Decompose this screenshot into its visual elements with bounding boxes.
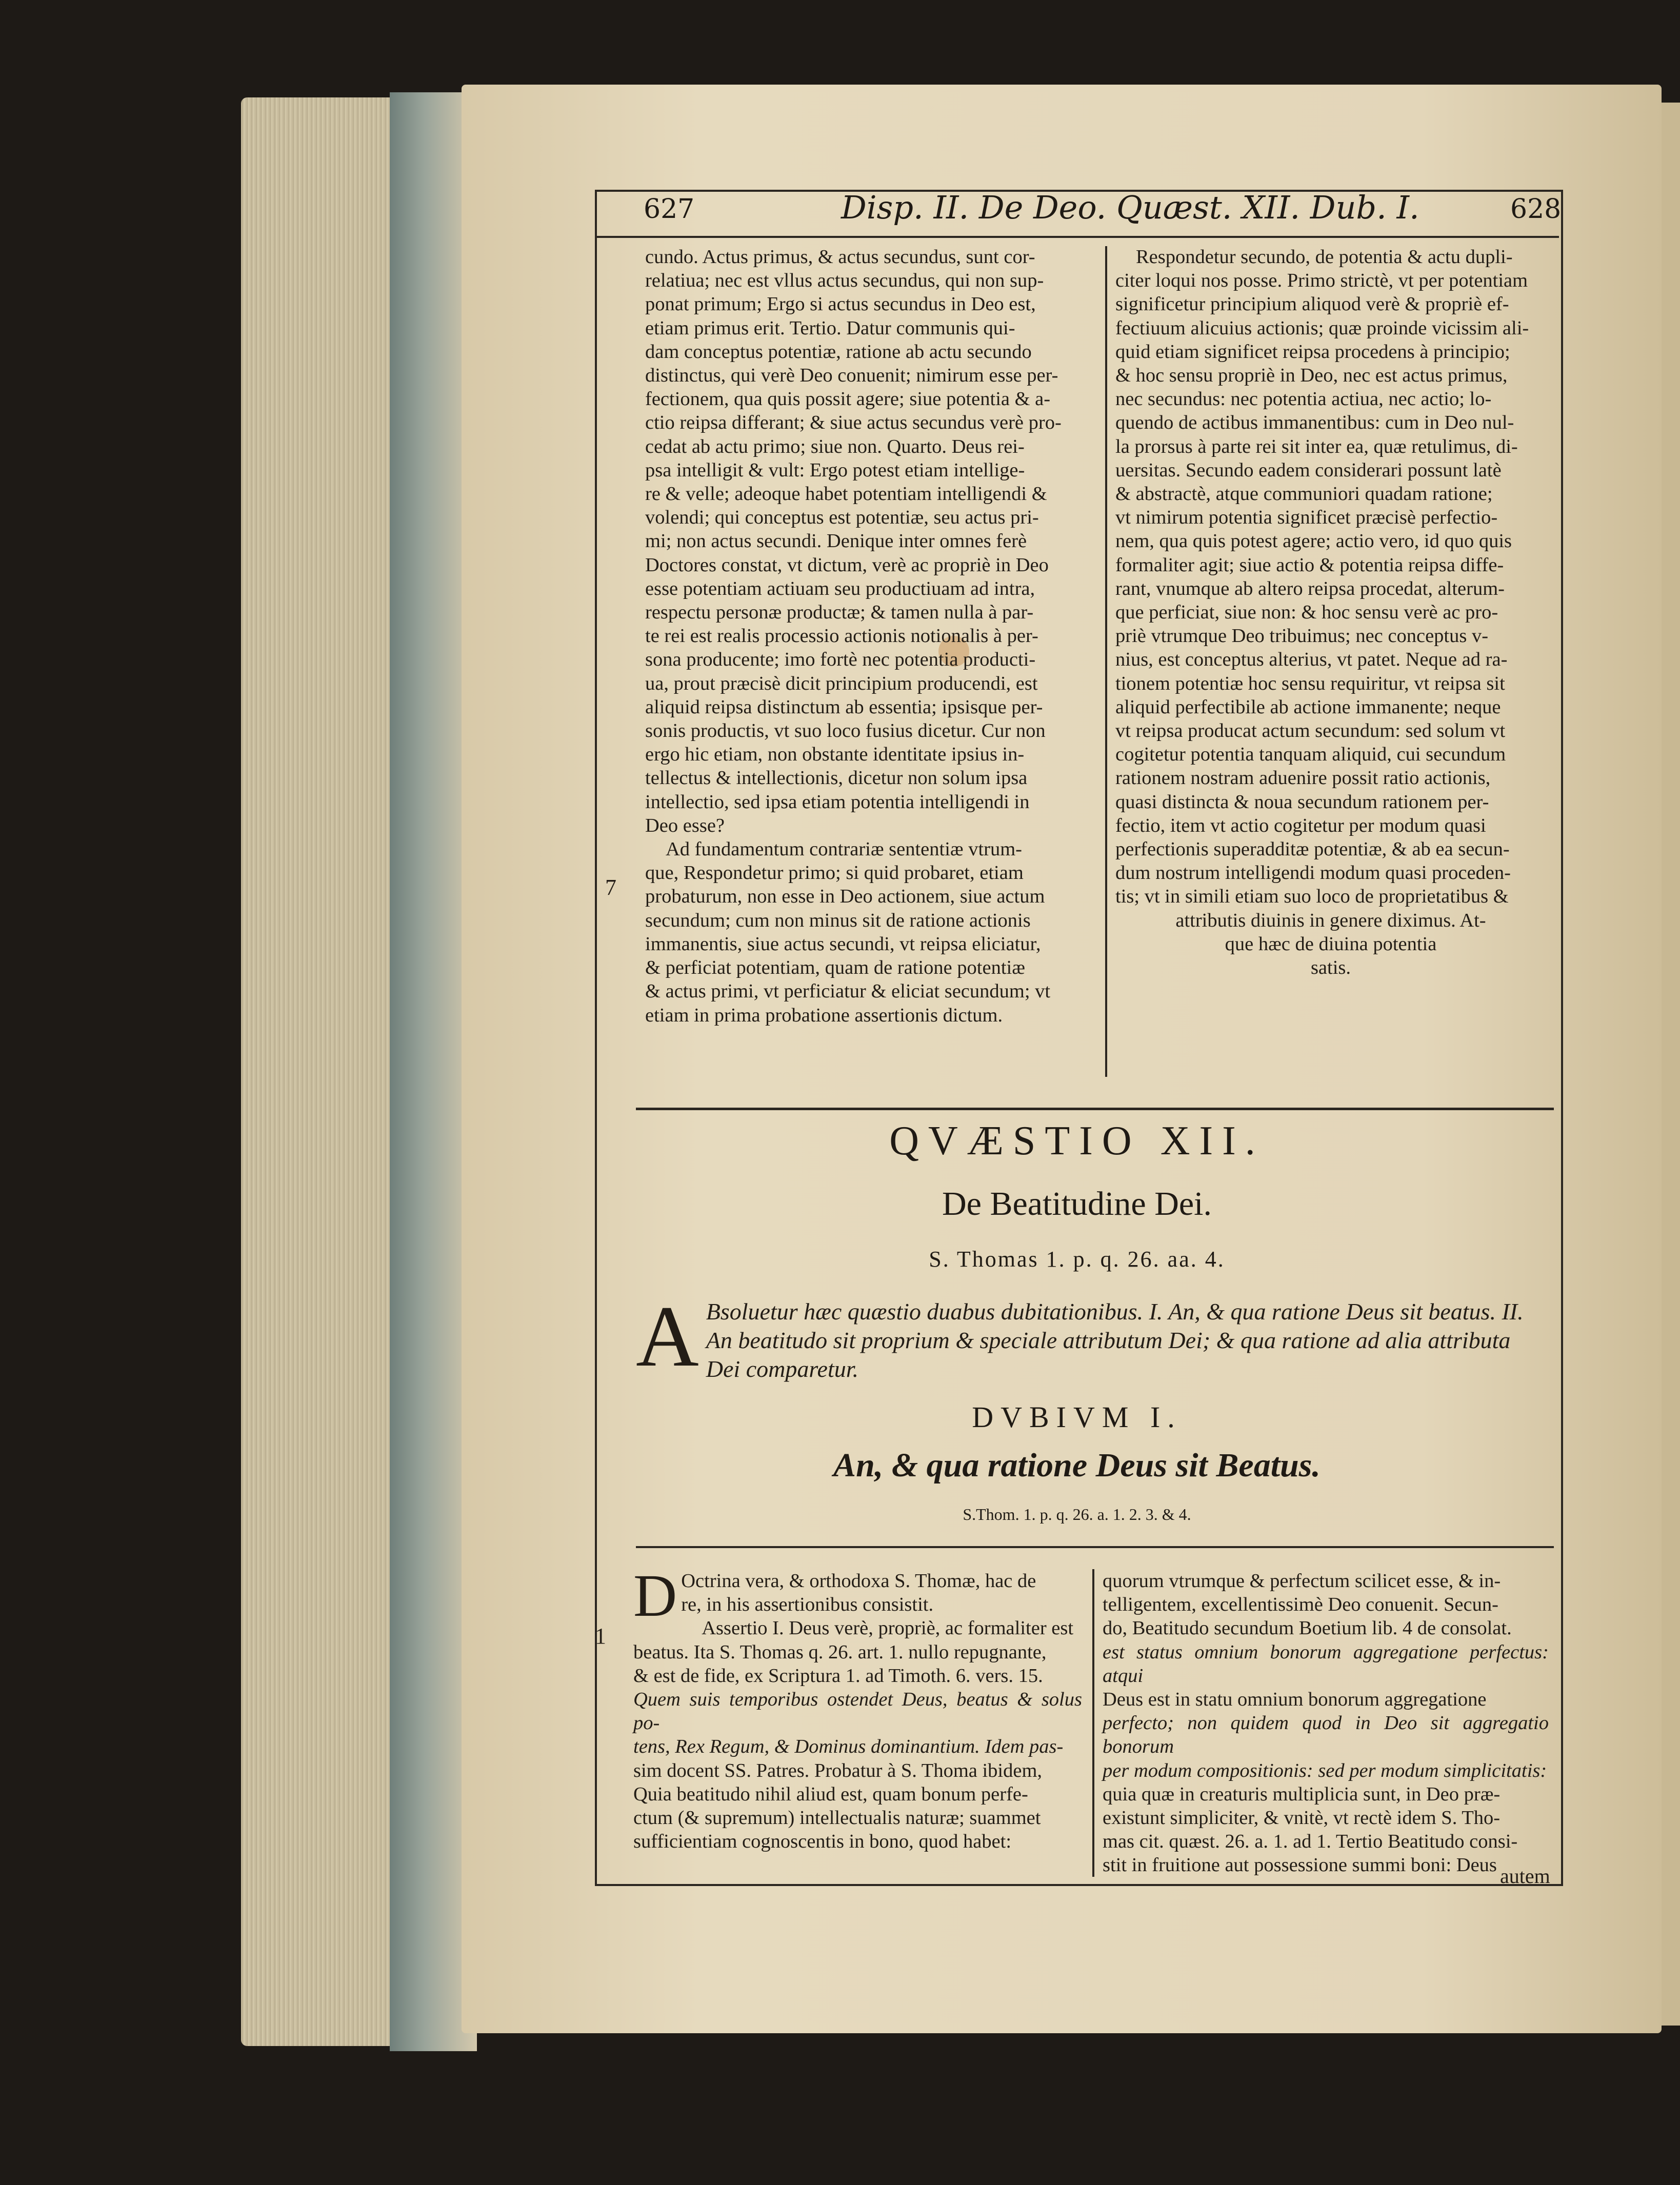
text-line: cedat ab actu primo; siue non. Quarto. Deus rei- <box>645 435 1025 457</box>
right-page-number: 628 <box>1510 194 1562 225</box>
text-line: distinctus, qui verè Deo conuenit; nimirum esse per- <box>645 365 1058 387</box>
text-line: quendo de actibus immanentibus: cum in Deo nul- <box>1115 412 1514 434</box>
text-line: immanentis, siue actus secundi, vt reipsa eliciatur, <box>645 933 1041 955</box>
text-line: & abstractè, atque communiori quadam ratione; <box>1115 483 1493 505</box>
text-line: & perficiat potentiam, quam de ratione potentiæ <box>645 957 1025 979</box>
dubium-subtitle: An, & qua ratione Deus sit Beatus. <box>833 1447 1321 1484</box>
text-line: te rei est realis processio actionis notionalis à per- <box>645 625 1038 647</box>
text-line: mi; non actus secundi. Denique inter omnes ferè <box>645 530 1027 552</box>
text-line: sona producente; imo fortè nec potentia producti- <box>645 649 1036 671</box>
left-page-number: 627 <box>644 194 695 225</box>
text-line: vt nimirum potentia significet præcisè perfectio- <box>1115 507 1498 529</box>
quaestio-title: QVÆSTIO XII. <box>889 1118 1265 1164</box>
text-line: Quem suis temporibus ostendet Deus, beatus & solus po- <box>633 1689 1082 1734</box>
text-line: & hoc sensu propriè in Deo, nec est actus primus, <box>1115 365 1508 387</box>
upper-right-column <box>1115 245 1546 979</box>
text-line: fectio, item vt actio cogitetur per modum quasi <box>1115 814 1486 836</box>
text-line: Deo esse? <box>645 814 725 836</box>
text-line: etiam in prima probatione assertionis dictum. <box>645 1004 1003 1026</box>
text-line: Quia beatitudo nihil aliud est, quam bonum perfe- <box>633 1783 1028 1805</box>
text-line: significetur principium aliquod verè & propriè ef- <box>1115 293 1509 315</box>
text-line: formaliter agit; siue actio & potentia reipsa diffe- <box>1115 554 1504 576</box>
lower-right-column <box>1103 1569 1549 1877</box>
abstract-dropcap: A <box>636 1288 699 1385</box>
text-line: attributis diuinis in genere diximus. At- <box>1175 909 1486 931</box>
text-line: psa intelligit & vult: Ergo potest etiam intellige- <box>645 459 1025 481</box>
upper-column-divider <box>1105 246 1107 1077</box>
text-line: vt reipsa producat actum secundum: sed solum vt <box>1115 720 1506 742</box>
text-line: perfectionis superadditæ potentiæ, & ab ea secun- <box>1115 838 1510 860</box>
text-line: stit in fruitione aut possessione summi boni: Deus <box>1103 1854 1497 1876</box>
text-line: etiam primus erit. Tertio. Datur communis qui- <box>645 317 1015 339</box>
text-line: Octrina vera, & orthodoxa S. Thomæ, hac de <box>681 1570 1036 1592</box>
text-line: fectiuum alicuius actionis; quæ proinde vicissim ali- <box>1115 317 1529 339</box>
text-line: tionem potentiæ hoc sensu requiritur, vt reipsa sit <box>1115 672 1505 694</box>
text-line: uersitas. Secundo eadem considerari possunt latè <box>1115 459 1502 481</box>
text-line: secundum; cum non minus sit de ratione actionis <box>645 909 1031 931</box>
text-line: per modum compositionis: sed per modum simplicitatis: <box>1103 1759 1547 1781</box>
text-line: ctio reipsa differant; & siue actus secundus verè pro- <box>645 412 1062 434</box>
text-line: est status omnium bonorum aggregatione perfectus: atqui <box>1103 1641 1549 1687</box>
text-line: ua, prout præcisè dicit principium producendi, est <box>645 672 1038 694</box>
text-line: que hæc de diuina potentia <box>1225 933 1437 955</box>
text-line: quasi distincta & noua secundum rationem per- <box>1115 791 1489 813</box>
text-line: nius, est conceptus alterius, vt patet. Neque ad ra- <box>1115 649 1508 671</box>
text-line: citer loqui nos posse. Primo strictè, vt per potentiam <box>1115 270 1528 292</box>
text-line: respectu personæ productæ; & tamen nulla à par- <box>645 602 1034 624</box>
text-line: intellectio, sed ipsa etiam potentia intelligendi in <box>645 791 1030 813</box>
dubium-title: DVBIVM I. <box>972 1400 1182 1434</box>
text-line: telligentem, excellentissimè Deo conuenit. Secun- <box>1103 1594 1498 1616</box>
text-line: Respondetur secundo, de potentia & actu dupli- <box>1136 246 1513 268</box>
text-line: cogitetur potentia tanquam aliquid, cui secundum <box>1115 744 1506 766</box>
text-line: Deus est in statu omnium bonorum aggregatione <box>1103 1689 1487 1711</box>
text-line: nem, qua quis potest agere; actio vero, id quo quis <box>1115 530 1512 552</box>
text-line: quorum vtrumque & perfectum scilicet esse, & in- <box>1103 1570 1501 1592</box>
text-line: rationem nostram aduenire possit ratio actionis, <box>1115 767 1491 789</box>
text-line: tellectus & intellectionis, dicetur non solum ipsa <box>645 767 1028 789</box>
text-line: ergo hic etiam, non obstante identitate ipsius in- <box>645 744 1025 766</box>
text-line: Assertio I. Deus verè, propriè, ac formaliter est <box>702 1617 1074 1639</box>
text-line: dum nostrum intelligendi modum quasi proceden- <box>1115 862 1511 884</box>
text-line: esse potentiam actiuam seu productiuam ad intra, <box>645 577 1035 599</box>
lower-left-column <box>633 1562 1082 1853</box>
text-line: rant, vnumque ab altero reipsa procedat, alterum- <box>1115 577 1505 599</box>
text-line: sufficientiam cognoscentis in bono, quod habet: <box>633 1831 1012 1853</box>
text-line: la prorsus à parte rei sit inter ea, quæ retulimus, di- <box>1115 435 1518 457</box>
text-line: satis. <box>1310 957 1351 979</box>
margin-number-7: 7 <box>605 875 616 900</box>
text-line: relatiua; nec est vllus actus secundus, qui non sup- <box>645 270 1044 292</box>
text-line: priè vtrumque Deo tribuimus; nec conceptus v- <box>1115 625 1489 647</box>
text-line: aliquid reipsa distinctum ab essentia; ipsisque per- <box>645 696 1043 718</box>
quaestio-reference: S. Thomas 1. p. q. 26. aa. 4. <box>929 1247 1225 1272</box>
text-line: re, in his assertionibus consistit. <box>681 1594 934 1616</box>
running-header: Disp. II. De Deo. Quæst. XII. Dub. I. <box>841 189 1419 226</box>
text-line: ctum (& supremum) intellectualis naturæ; suammet <box>633 1807 1041 1829</box>
text-line: que, Respondetur primo; si quid probaret, etiam <box>645 862 1024 884</box>
text-line: dam conceptus potentiæ, ratione ab actu secundo <box>645 340 1032 363</box>
text-line: sim docent SS. Patres. Probatur à S. Thoma ibidem, <box>633 1759 1043 1781</box>
text-line: Ad fundamentum contrariæ sententiæ vtrum- <box>666 838 1022 860</box>
text-line: beatus. Ita S. Thomas q. 26. art. 1. nullo repugnante, <box>633 1641 1047 1663</box>
text-line: cundo. Actus primus, & actus secundus, sunt cor- <box>645 246 1035 268</box>
book-fore-edge <box>241 97 390 2046</box>
facing-page-edge <box>1662 103 1680 2026</box>
abstract-text: Bsoluetur hæc quæstio duabus dubitationibus. I. An, & qua ratione Deus sit beatus. II. An beatitudo sit proprium & speciale attributum Dei; & qua ratione ad alia attributa Dei comparetur. <box>706 1298 1524 1382</box>
text-line: tens, Rex Regum, & Dominus dominantium. Idem pas- <box>633 1736 1064 1758</box>
text-line: quid etiam significet reipsa procedens à principio; <box>1115 340 1510 363</box>
header-rule <box>595 236 1559 238</box>
text-line: re & velle; adeoque habet potentiam intelligendi & <box>645 483 1047 505</box>
dubium-rule <box>636 1546 1554 1548</box>
text-line: probaturum, non esse in Deo actionem, siue actum <box>645 886 1045 908</box>
text-line: ponat primum; Ergo si actus secundus in Deo est, <box>645 293 1036 315</box>
text-line: fectionem, qua quis possit agere; siue potentia & a- <box>645 388 1051 410</box>
dubium-reference: S.Thom. 1. p. q. 26. a. 1. 2. 3. & 4. <box>963 1505 1191 1524</box>
lower-dropcap: D <box>633 1562 677 1629</box>
quaestio-rule <box>636 1108 1554 1110</box>
text-line: aliquid perfectibile ab actione immanente; neque <box>1115 696 1501 718</box>
text-line: tis; vt in simili etiam suo loco de proprietatibus & <box>1115 886 1509 908</box>
catchword: autem <box>1500 1865 1550 1888</box>
quaestio-abstract <box>636 1288 1549 1385</box>
text-line: que perficiat, siue non: & hoc sensu verè ac pro- <box>1115 602 1498 624</box>
text-line: mas cit. quæst. 26. a. 1. ad 1. Tertio Beatitudo consi- <box>1103 1831 1518 1853</box>
lower-column-divider <box>1092 1569 1094 1877</box>
text-line: & actus primi, vt perficiatur & eliciat secundum; vt <box>645 980 1051 1003</box>
text-line: nec secundus: nec potentia actiua, nec actio; lo- <box>1115 388 1492 410</box>
text-line: quia quæ in creaturis multiplicia sunt, in Deo præ- <box>1103 1783 1501 1805</box>
text-line: do, Beatitudo secundum Boetium lib. 4 de consolat. <box>1103 1617 1512 1639</box>
text-line: sonis productis, vt suo loco fusius dicetur. Cur non <box>645 720 1046 742</box>
text-line: volendi; qui conceptus est potentiæ, seu actus pri- <box>645 507 1039 529</box>
text-line: existunt simpliciter, & vnitè, vt rectè idem S. Tho- <box>1103 1807 1501 1829</box>
margin-number-1: 1 <box>595 1623 606 1649</box>
upper-left-column <box>645 245 1087 1027</box>
quaestio-subtitle: De Beatitudine Dei. <box>942 1185 1212 1222</box>
text-line: & est de fide, ex Scriptura 1. ad Timoth. 6. vers. 15. <box>633 1665 1043 1687</box>
text-line: perfecto; non quidem quod in Deo sit aggregatio bonorum <box>1103 1712 1549 1758</box>
text-line: Doctores constat, vt dictum, verè ac propriè in Deo <box>645 554 1049 576</box>
